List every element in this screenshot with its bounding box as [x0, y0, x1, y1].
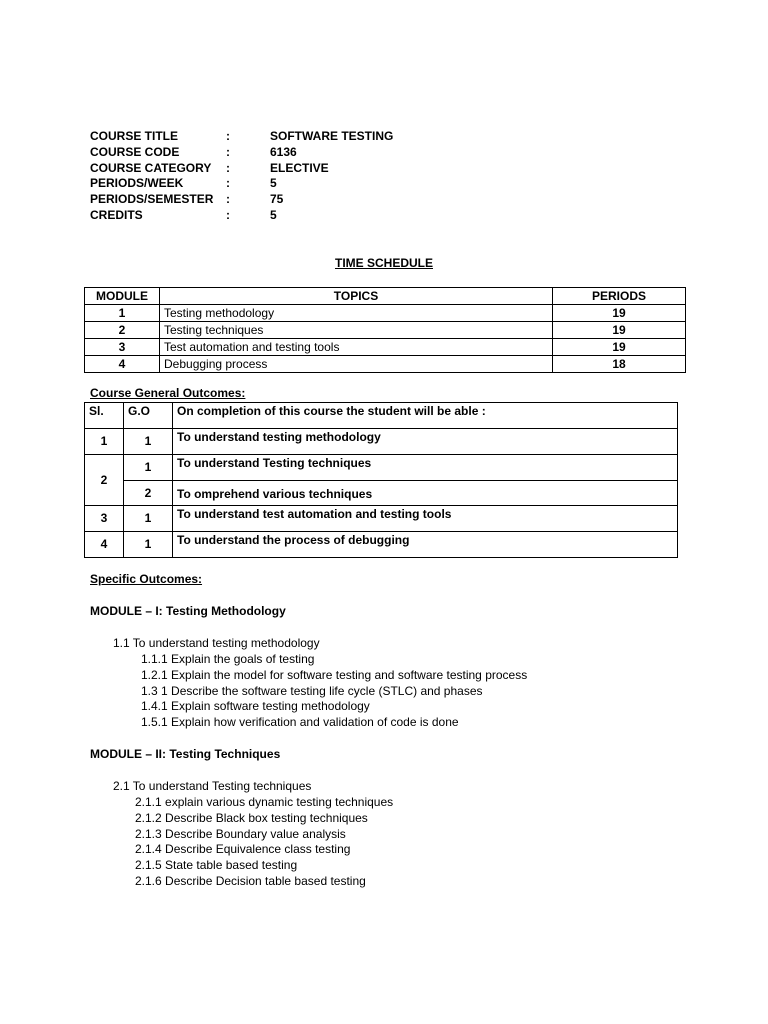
info-key: PERIODS/SEMESTER: [90, 192, 214, 207]
table-row: [85, 481, 678, 506]
go-cell: 1: [124, 455, 173, 481]
module-1-objective: 1.1 To understand testing methodology: [113, 636, 320, 650]
periods-cell: 19: [553, 322, 686, 339]
list-item: 2.1.5 State table based testing: [135, 858, 298, 873]
outcome-cell: To omprehend various techniques: [173, 481, 678, 506]
specific-outcomes-title: Specific Outcomes:: [90, 572, 203, 586]
info-key: CREDITS: [90, 207, 143, 222]
list-item: 1.1.1 Explain the goals of testing: [141, 652, 315, 666]
module-1-items: [141, 652, 527, 731]
info-value: 5: [270, 207, 277, 222]
list-item: 2.1.1 explain various dynamic testing techniques: [135, 795, 394, 809]
topic-cell: Testing techniques: [160, 322, 553, 339]
info-value: 6136: [270, 144, 297, 159]
list-item: 1.5.1 Explain how verification and validation of code is done: [141, 715, 459, 730]
outcome-cell: To understand the process of debugging: [173, 532, 678, 558]
info-colon: :: [226, 207, 230, 222]
list-item: 1.3 1 Describe the software testing life cycle (STLC) and phases: [141, 683, 483, 698]
info-key: PERIODS/WEEK: [90, 176, 184, 191]
info-key: COURSE TITLE: [90, 129, 179, 143]
info-value: 75: [270, 192, 284, 207]
table-row: [85, 305, 686, 322]
time-schedule-title: TIME SCHEDULE: [334, 256, 433, 270]
sl-cell: 4: [85, 532, 124, 558]
go-cell: 1: [124, 429, 173, 455]
column-header-outcome: On completion of this course the student will be able :: [173, 403, 678, 429]
module-2-objective: 2.1 To understand Testing techniques: [113, 779, 312, 793]
column-header-sl: Sl.: [85, 403, 124, 429]
periods-cell: 19: [553, 305, 686, 322]
general-outcomes-title: Course General Outcomes:: [90, 386, 246, 400]
outcome-cell: To understand test automation and testing tools: [173, 506, 678, 532]
info-colon: :: [226, 129, 230, 143]
table-header-row: [85, 288, 686, 305]
list-item: 2.1.2 Describe Black box testing techniques: [135, 810, 368, 825]
list-item: 2.1.6 Describe Decision table based testing: [135, 873, 366, 888]
table-row: [85, 339, 686, 356]
table-header-row: [85, 403, 678, 429]
column-header-go: G.O: [124, 403, 173, 429]
info-value: SOFTWARE TESTING: [270, 129, 394, 143]
outcome-cell: To understand testing methodology: [173, 429, 678, 455]
sl-cell: 1: [85, 429, 124, 455]
go-cell: 2: [124, 481, 173, 506]
module-cell: 4: [85, 356, 160, 373]
table-row: [85, 429, 678, 455]
info-key: COURSE CATEGORY: [90, 160, 212, 175]
table-row: [85, 322, 686, 339]
time-schedule-table: [84, 287, 686, 373]
column-header-periods: PERIODS: [553, 288, 686, 305]
column-header-module: MODULE: [85, 288, 160, 305]
go-cell: 1: [124, 532, 173, 558]
info-colon: :: [226, 176, 230, 191]
general-outcomes-table: [84, 402, 678, 558]
module-cell: 2: [85, 322, 160, 339]
module-cell: 1: [85, 305, 160, 322]
go-cell: 1: [124, 506, 173, 532]
sl-cell: 2: [85, 455, 124, 506]
info-value: 5: [270, 176, 277, 191]
topic-cell: Test automation and testing tools: [160, 339, 553, 356]
list-item: 1.2.1 Explain the model for software testing and software testing process: [141, 667, 528, 682]
module-2-items: [135, 795, 393, 890]
list-item: 2.1.4 Describe Equivalence class testing: [135, 842, 351, 857]
table-row: [85, 506, 678, 532]
sl-cell: 3: [85, 506, 124, 532]
module-cell: 3: [85, 339, 160, 356]
info-key: COURSE CODE: [90, 144, 180, 159]
list-item: 1.4.1 Explain software testing methodology: [141, 699, 370, 714]
periods-cell: 18: [553, 356, 686, 373]
topic-cell: Debugging process: [160, 356, 553, 373]
table-row: [85, 532, 678, 558]
topic-cell: Testing methodology: [160, 305, 553, 322]
periods-cell: 19: [553, 339, 686, 356]
info-colon: :: [226, 144, 230, 159]
table-row: [85, 356, 686, 373]
info-colon: :: [226, 192, 230, 207]
module-1-title: MODULE – I: Testing Methodology: [90, 604, 286, 618]
list-item: 2.1.3 Describe Boundary value analysis: [135, 826, 346, 841]
info-colon: :: [226, 160, 230, 175]
column-header-topics: TOPICS: [160, 288, 553, 305]
info-value: ELECTIVE: [270, 160, 329, 175]
table-row: [85, 455, 678, 481]
outcome-cell: To understand Testing techniques: [173, 455, 678, 481]
module-2-title: MODULE – II: Testing Techniques: [90, 747, 281, 761]
